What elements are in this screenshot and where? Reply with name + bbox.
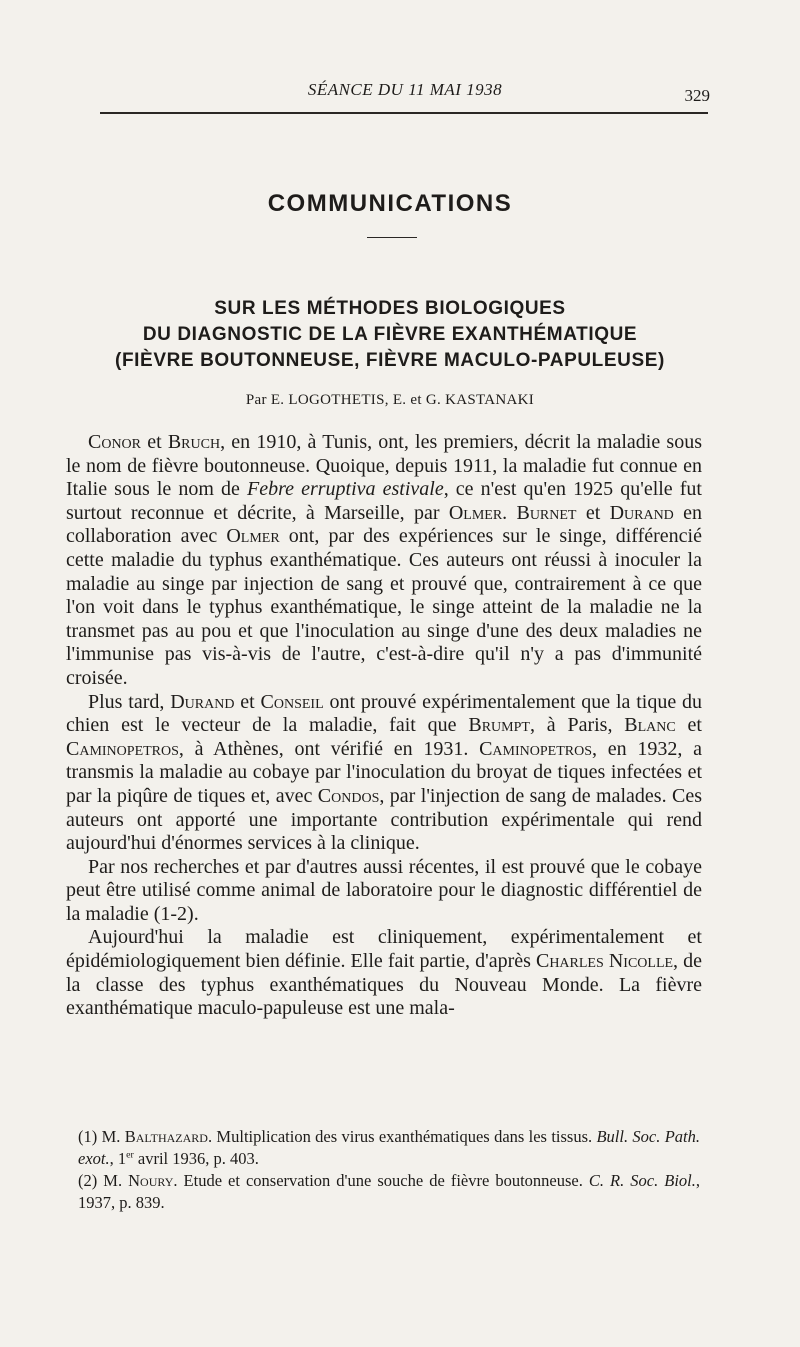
- author-name: Balthazard: [124, 1127, 208, 1146]
- text-span: .: [502, 501, 517, 524]
- text-span: et: [675, 714, 702, 737]
- text-span: en collaboration avec: [66, 501, 702, 548]
- article-title: [70, 296, 710, 374]
- superscript: er: [126, 1149, 134, 1161]
- text-span: et: [234, 690, 261, 713]
- article-title-line: SUR LES MÉTHODES BIOLOGIQUES: [214, 298, 566, 319]
- text-span: , ce n'est qu'en 1925 qu'elle fut surtout reconnue et décrite, à Marseille, par: [66, 478, 702, 524]
- journal-title: Bull. Soc. Path. exot.: [78, 1127, 701, 1168]
- text-span: M.: [97, 1171, 129, 1190]
- running-title: SÉANCE DU 11 MAI 1938: [307, 80, 503, 99]
- author-name: Blanc: [624, 714, 676, 737]
- text-span: ont, par des expériences sur le singe, différencié cette maladie du typhus exanthématique. Ces auteurs ont réussi à inoculer la maladie au singe par injection de sang et prouvé que, contrairement à ce que l'on voit dans le typhus exanthématique, le singe atteint de la maladie ne la transmet pas au pou et que l'inoculation au singe d'une des deux maladies ne l'immunise pas vis-à-vis de l'autre, c'est-à-dire qu'il n'y a pas d'immunité croisée.: [66, 525, 702, 689]
- author-name: Olmer: [448, 501, 503, 524]
- text-span: , 1: [109, 1149, 127, 1168]
- text-span: Plus tard,: [88, 690, 171, 713]
- journal-title: C. R. Soc. Biol.: [588, 1171, 696, 1190]
- author-name: Brumpt: [468, 714, 530, 737]
- author-name: Bruch: [167, 431, 221, 453]
- paragraph-3: Par nos recherches et par d'autres aussi récentes, il est prouvé que le cobaye peut être utilisé comme animal de laboratoire pour le diagnostic différentiel de la maladie (1-2).: [66, 855, 702, 925]
- author-name: Durand: [170, 690, 235, 713]
- page-number: 329: [684, 86, 710, 105]
- author-name: Conseil: [260, 690, 324, 713]
- article-title-line: (FIÈVRE BOUTONNEUSE, FIÈVRE MACULO-PAPULEUSE): [115, 350, 665, 371]
- text-span: et: [141, 431, 168, 453]
- italic-term: Febre erruptiva estivale: [246, 478, 444, 501]
- text-span: . Multiplication des virus exanthématiques dans les tissus.: [207, 1127, 597, 1146]
- header-rule: [100, 112, 708, 114]
- footnotes: [78, 1126, 700, 1214]
- text-span: , de la classe des typhus exanthématiques du Nouveau Monde. La fièvre exanthématique maculo-papuleuse est une mala-: [66, 950, 702, 1020]
- footnote-number: (1): [78, 1127, 98, 1146]
- running-head: [100, 80, 710, 110]
- author-name: Charles Nicolle: [535, 950, 674, 973]
- author-name: Olmer: [226, 525, 280, 548]
- section-divider: [367, 237, 417, 238]
- text-span: , à Paris,: [529, 714, 625, 737]
- text-span: et: [576, 501, 610, 524]
- text-span: avril 1936, p. 403.: [133, 1149, 259, 1168]
- footnote-1: [78, 1126, 700, 1170]
- text-span: , 1937, p. 839.: [78, 1171, 701, 1212]
- article-title-line: DU DIAGNOSTIC DE LA FIÈVRE EXANTHÉMATIQUE: [142, 324, 638, 345]
- text-span: , en 1910, à Tunis, ont, les premiers, décrit la maladie sous le nom de fièvre boutonneuse. Quoique, depuis 1911, la maladie fut connue en Italie sous le nom de: [66, 431, 703, 501]
- text-span: . Etude et conservation d'une souche de fièvre boutonneuse.: [173, 1171, 589, 1190]
- text-span: ont prouvé expérimentalement que la tique du chien est le vecteur de la maladie, fait que: [66, 690, 703, 737]
- paragraph-4: [66, 926, 702, 1020]
- text-span: , par l'injection de sang de malades. Ces auteurs ont apporté une importante contribution expérimentale qui rend aujourd'hui d'énormes services à la clinique.: [66, 784, 703, 855]
- paragraph-1: [66, 431, 702, 691]
- section-title: COMMUNICATIONS: [267, 190, 513, 217]
- author-name: Caminopetros: [479, 737, 592, 760]
- byline: Par E. LOGOTHETIS, E. et G. KASTANAKI: [245, 392, 535, 408]
- author-name: Conor: [88, 431, 142, 453]
- author-name: Condos: [317, 784, 380, 807]
- footnote-number: (2): [78, 1171, 98, 1190]
- text-span: M.: [97, 1127, 125, 1146]
- author-name: Burnet: [516, 501, 577, 524]
- paragraph-2: [66, 691, 702, 856]
- text-span: Aujourd'hui la maladie est cliniquement, expérimentalement et épidémiologiquement bien définie. Elle fait partie, d'après: [66, 926, 702, 973]
- footnote-2: [78, 1170, 700, 1214]
- author-name: Noury: [128, 1171, 174, 1190]
- author-name: Durand: [609, 501, 674, 524]
- text-span: , en 1932, a transmis la maladie au cobaye par l'inoculation du broyat de tiques infectées et par la piqûre de tiques et, avec: [66, 737, 702, 807]
- article-body: [66, 431, 702, 1021]
- text-span: , à Athènes, ont vérifié en 1931.: [178, 737, 480, 760]
- author-name: Caminopetros: [66, 737, 179, 760]
